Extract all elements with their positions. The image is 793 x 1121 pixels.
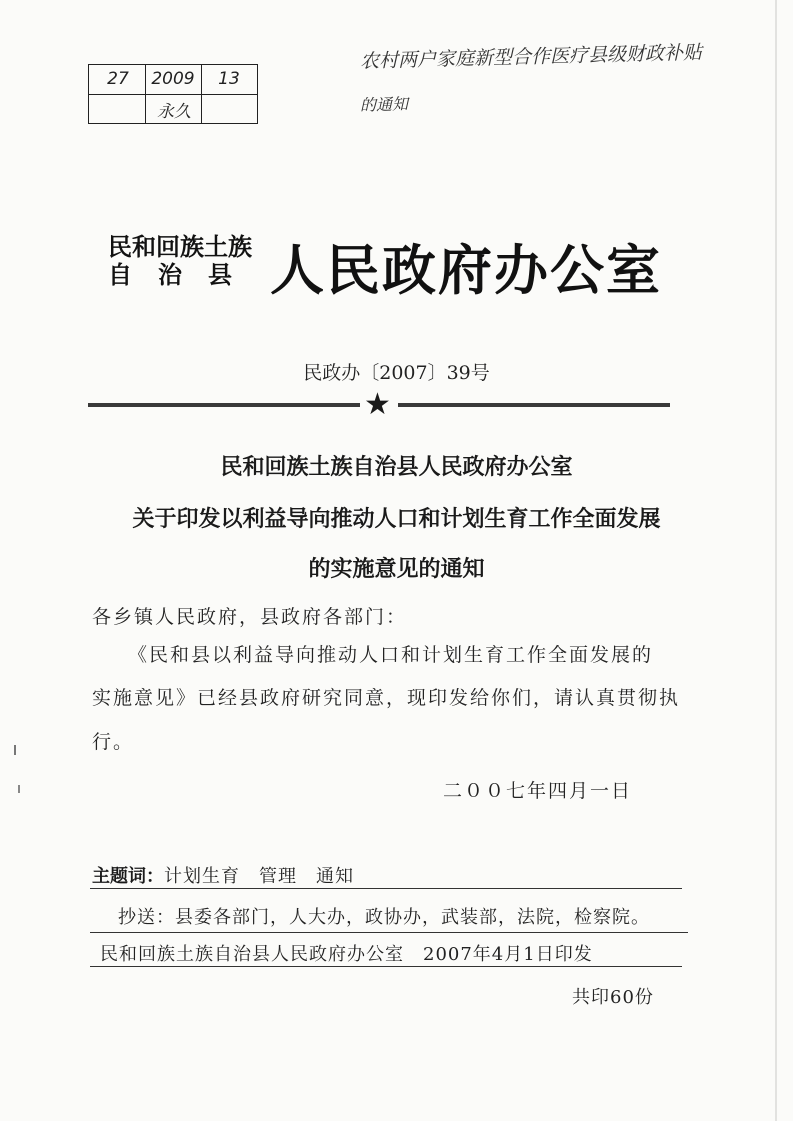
issuer-main-title: 人民政府办公室 [270,238,662,302]
printer-line: 民和回族土族自治县人民政府办公室 2007年4月1日印发 [100,944,593,965]
keywords-value: 计划生育 管理 通知 [164,866,354,887]
document-number: 民政办〔2007〕39号 [303,362,490,384]
body-paragraph-line-1: 《民和县以利益导向推动人口和计划生育工作全面发展的 [128,644,654,666]
archive-stamp [88,64,258,124]
archive-stamp-cell-4: 永久 [157,102,191,122]
header-rule-right [398,403,670,407]
keywords-underline [90,888,682,889]
header-rule-left [88,403,360,407]
printer-underline [90,966,682,967]
scan-edge [775,0,777,1121]
star-icon: ★ [364,387,391,422]
archive-stamp-cell-2: 2009 [151,69,195,89]
cc-underline [90,932,688,933]
notice-title-line-2: 关于印发以利益导向推动人口和计划生育工作全面发展 [132,507,661,532]
notice-title-line-3: 的实施意见的通知 [308,557,485,582]
cc-line: 抄送：县委各部门，人大办，政协办，武装部，法院，检察院。 [118,907,650,928]
handwritten-note-line-1: 农村两户家庭新型合作医疗县级财政补贴 [359,41,703,73]
scan-speck [14,745,16,755]
body-paragraph-line-3: 行。 [92,731,135,753]
recipients: 各乡镇人民政府，县政府各部门： [92,606,408,628]
copies-count: 共印60份 [572,987,654,1008]
archive-stamp-cell-3: 13 [218,69,240,89]
body-paragraph-line-2: 实施意见》已经县政府研究同意，现印发给你们，请认真贯彻执 [92,687,681,709]
scan-speck [18,785,20,793]
handwritten-note-line-2: 的通知 [359,94,409,115]
keywords-row [92,862,354,888]
notice-title-line-1: 民和回族土族自治县人民政府办公室 [220,455,573,480]
keywords-label: 主题词： [92,866,164,887]
issuer-name-line-1: 民和回族土族 [108,233,252,261]
archive-stamp-cell-1: 27 [107,69,129,89]
issuer-name-line-2: 自 治 县 [108,261,233,289]
issue-date: 二００七年四月一日 [443,780,633,802]
